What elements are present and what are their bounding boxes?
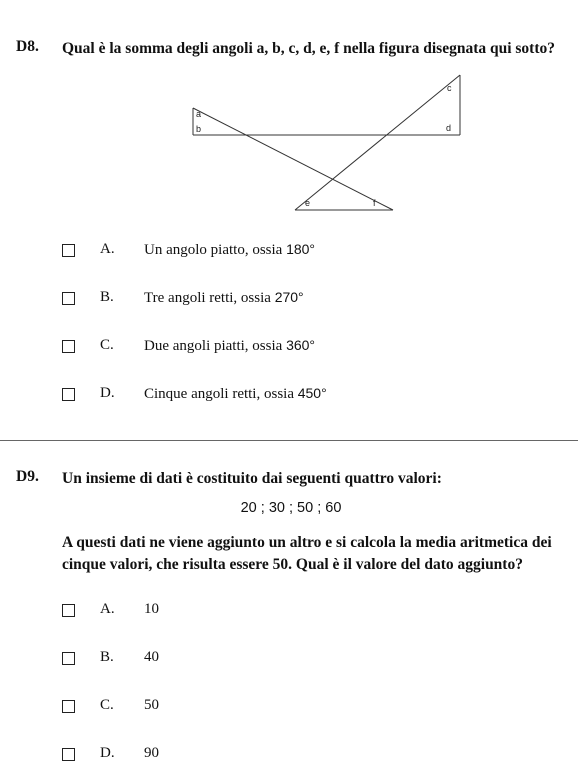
option-letter: C. [100, 697, 114, 713]
figure-label-c: c [447, 83, 452, 93]
figure-line-to-c [295, 75, 460, 210]
figure-label-b: b [196, 124, 202, 134]
checkbox[interactable] [62, 700, 75, 713]
section-divider [0, 440, 578, 441]
option-text: 50 [144, 697, 159, 713]
checkbox[interactable] [62, 604, 75, 617]
checkbox[interactable] [62, 748, 75, 761]
checkbox[interactable] [62, 292, 75, 305]
question-followup-line1: A questi dati ne viene aggiunto un altro e si calcola la media aritmetica dei [62, 534, 552, 551]
option-letter: A. [100, 241, 115, 257]
figure-label-e: e [305, 198, 311, 208]
figure-label-a: a [196, 109, 202, 119]
option-value: 360° [286, 337, 316, 353]
option-d9-c[interactable] [62, 694, 362, 718]
option-text: 10 [144, 601, 159, 617]
data-values: 20 ; 30 ; 50 ; 60 [240, 500, 342, 516]
checkbox[interactable] [62, 388, 75, 401]
option-d9-d[interactable] [62, 742, 362, 766]
figure-label-f: f [373, 198, 376, 208]
option-d9-a[interactable] [62, 598, 362, 622]
option-value: 450° [297, 385, 327, 401]
question-number-d8: D8. [16, 38, 39, 55]
question-number-d9: D9. [16, 468, 39, 485]
angles-figure [0, 0, 582, 230]
option-text: Cinque angoli retti, ossia [144, 386, 294, 402]
option-text: Un angolo piatto, ossia [144, 242, 283, 258]
option-text: 40 [144, 649, 159, 665]
option-d9-b[interactable] [62, 646, 362, 670]
option-value: 270° [274, 289, 304, 305]
checkbox[interactable] [62, 340, 75, 353]
option-d8-b[interactable] [62, 286, 562, 310]
question-text-d9: Un insieme di dati è costituito dai seguenti quattro valori: [62, 470, 442, 487]
checkbox[interactable] [62, 652, 75, 665]
checkbox[interactable] [62, 244, 75, 257]
option-letter: A. [100, 601, 115, 617]
option-text: Due angoli piatti, ossia [144, 338, 283, 354]
option-d8-a[interactable] [62, 238, 562, 262]
option-text: 90 [144, 745, 159, 761]
option-letter: B. [100, 289, 114, 305]
option-letter: B. [100, 649, 114, 665]
question-followup-line2: cinque valori, che risulta essere 50. Qual è il valore del dato aggiunto? [62, 556, 523, 573]
option-d8-d[interactable] [62, 382, 562, 406]
option-letter: D. [100, 385, 115, 401]
option-value: 180° [286, 241, 316, 257]
figure-line-to-f [193, 108, 393, 210]
option-letter: D. [100, 745, 115, 761]
option-letter: C. [100, 337, 114, 353]
option-d8-c[interactable] [62, 334, 562, 358]
figure-label-d: d [446, 123, 452, 133]
question-text-d8: Qual è la somma degli angoli a, b, c, d, e, f nella figura disegnata qui sotto? [62, 40, 556, 57]
option-text: Tre angoli retti, ossia [144, 290, 271, 306]
